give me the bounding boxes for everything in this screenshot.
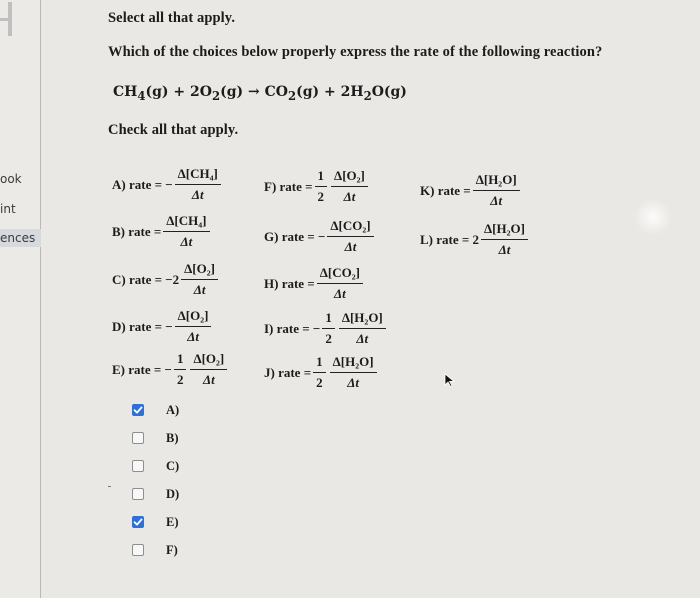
option-e[interactable]: E) (132, 513, 179, 531)
sidebar (0, 0, 41, 598)
choice-l: L) rate = 2 $\frac{\text{Δ[H₂O]}}{\Delta t}$ (420, 221, 530, 258)
option-f[interactable]: F) (132, 541, 178, 559)
choice-j: J) rate = $\frac{1}{2}$ $\frac{\text{Δ[H₂O]}}{\Delta t}$ (264, 354, 379, 391)
check-all-instruction: Check all that apply. (108, 122, 239, 138)
divider (108, 486, 111, 487)
checkmark-icon (133, 517, 143, 527)
choice-i: I) rate = − $\frac{1}{2}$ $\frac{\text{Δ[H₂O]}}{\Delta t}$ (264, 310, 388, 347)
option-c[interactable]: C) (132, 457, 179, 475)
option-d[interactable]: D) (132, 485, 179, 503)
sidebar-item-references[interactable]: ences (0, 229, 41, 247)
option-a[interactable]: A) (132, 401, 179, 419)
reaction-equation: $CH_4(g) + 2O_2(g) \to CO_2(g) + 2H_2O(g)$ (113, 84, 407, 103)
sidebar-logo-mark (0, 18, 11, 21)
checkbox-c[interactable] (132, 460, 144, 472)
reaction-arrow-icon: → (248, 84, 260, 100)
mouse-cursor-icon (444, 373, 456, 387)
choice-b: B) rate = $\frac{\text{Δ[CH₄]}}{\Delta t}$ (112, 213, 212, 250)
sidebar-item-hint[interactable]: int (0, 202, 16, 216)
choice-d: D) rate = − $\frac{\text{Δ[O₂]}}{\Delta t}$ (112, 308, 213, 345)
checkbox-a[interactable] (132, 404, 144, 416)
checkbox-d[interactable] (132, 488, 144, 500)
sidebar-item-book[interactable]: ook (0, 172, 22, 186)
choice-c: C) rate = −2 $\frac{\text{Δ[O₂]}}{\Delta t}$ (112, 261, 220, 298)
choice-e: E) rate = − $\frac{1}{2}$ $\frac{\text{Δ[O₂]}}{\Delta t}$ (112, 351, 229, 388)
choice-k: K) rate = $\frac{\text{Δ[H₂O]}}{\Delta t}$ (420, 172, 522, 209)
choice-h: H) rate = $\frac{\text{Δ[CO₂]}}{\Delta t}$ (264, 265, 365, 302)
choice-g: G) rate = − $\frac{\text{Δ[CO₂]}}{\Delta t}$ (264, 218, 376, 255)
instruction-text: Select all that apply. (108, 10, 236, 26)
screen-glare (634, 198, 672, 236)
checkbox-e[interactable] (132, 516, 144, 528)
checkbox-b[interactable] (132, 432, 144, 444)
option-b[interactable]: B) (132, 429, 179, 447)
checkmark-icon (133, 405, 143, 415)
checkbox-f[interactable] (132, 544, 144, 556)
choice-a: A) rate = − $\frac{\text{Δ[CH₄]}}{\Delta t}$ (112, 166, 223, 203)
question-prompt: Which of the choices below properly express the rate of the following reaction? (108, 44, 603, 60)
choice-f: F) rate = $\frac{1}{2}$ $\frac{\text{Δ[O₂]}}{\Delta t}$ (264, 168, 370, 205)
